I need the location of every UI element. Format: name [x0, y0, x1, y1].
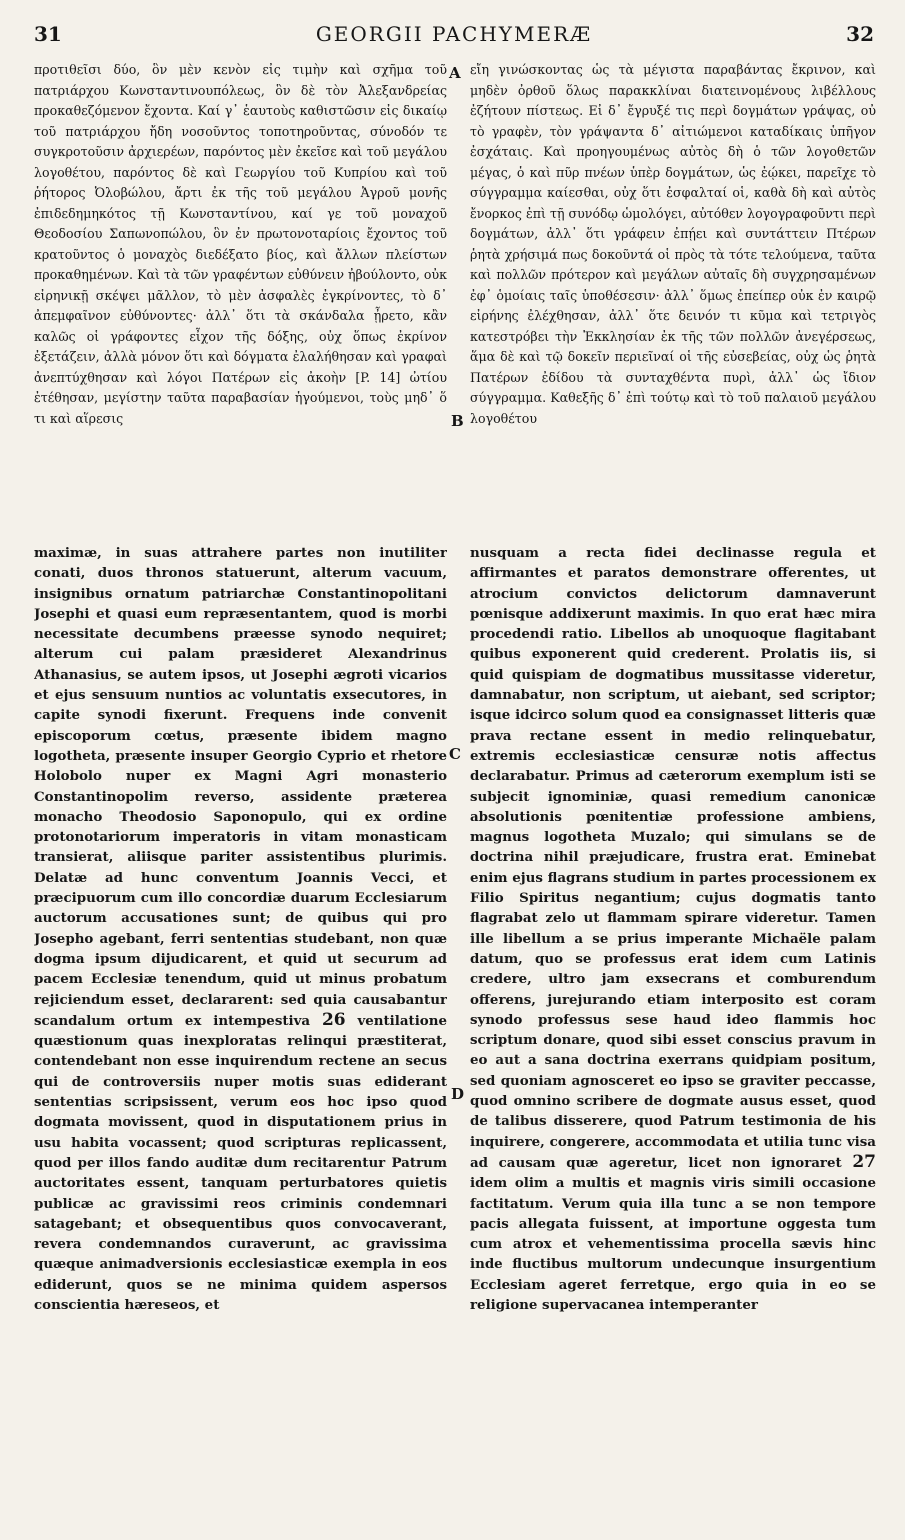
- latin-text-left-part-a: maximæ, in suas attrahere partes non inutiliter conati, duos thronos statuerunt, alterum vacuum, insignibus ornatum patriarchæ Constantinopolitani Josephi et quasi eum repræsentantem, quod is morbi necessitate decumbens præesse synodo nequiret; alterum cui palam præsideret Alexandrinus Athanasius, se autem ipsos, ut Josephi ægroti vicarios et ejus sensuum nuntios ac voluntatis exsecutores, in capite synodi fixerunt. Frequens inde convenit episcoporum cœtus, præsente ibidem magno logotheta, præsente insuper Georgio Cyprio et rhetore Holobolo nuper ex Magni Agri monasterio Constantinopolim reverso, assidente præterea monacho Theodosio Saponopulo, qui ex ordine protonotariorum imperatoris in vitam monasticam transierat, aliisque pariter assistentibus plurimis. Delatæ ad hunc conventum Joannis Vecci, et præcipuorum cum illo concordiæ duarum Ecclesiarum auctorum accusationes sunt; de quibus qui pro Josepho agebant, ferri sententias studebant, non quæ dogma ipsum dijudicarent, et quid ut securum ad pacem Ecclesiæ tenendum, quid ut minus probatum rejiciendum esset, declararent: sed quia causabantur scandalum ortum ex intempestiva: [34, 545, 447, 1029]
- margin-letter-c: C: [449, 745, 461, 763]
- page-number-right: 32: [846, 22, 874, 46]
- latin-text-left-part-b: ventilatione quæstionum quas inexploratas relinqui præstiterat, contendebant non esse inquirendum rectene an secus qui de controversiis nuper motis suas ediderant sententias scripsissent, verum eos hoc ipso quod dogmata movissent, quod in disputationem prius in usu habita vocassent; quod scripturas replicassent, quod per illos fando auditæ dum recitarentur Patrum auctoritates essent, tanquam perturbatores quietis publicæ ac gravissimi reos criminis condemnari satagebant; et obsequentibus quos convocaverant, revera condemnandos curaverunt, ac gravissima quæque animadversionis ecclesiasticæ exempla in eos ediderunt, quos se ne minima quidem aspersos conscientia hæreseos, et: [34, 1012, 447, 1313]
- page-title: GEORGII PACHYMERÆ: [315, 22, 593, 46]
- greek-column-right: [470, 60, 876, 530]
- latin-text-right-part-a: nusquam a recta fidei declinasse regula et affirmantes et paratos demonstrare offerentes, ut atrocium convictos delictorum damnaverunt pœnisque addixerunt maximis. In quo erat hæc mira procedendi ratio. Libellos ab unoquoque flagitabant quibus exponerent quid crederent. Prolatis iis, si quid quispiam de dogmatibus mussitasse videretur, damnabatur, non scriptum, ut aiebant, sed scriptor; isque idcirco solum quod ea consignasset litteris quæ prava rectane essent in medio relinquebatur, extremis ecclesiasticæ censuræ notis affectus declarabatur. Primus ad cæterorum exemplum isti se subjecit ignominiæ, quasi remedium canonicæ absolutionis pœnitentiæ professione ambiens, magnus logotheta Muzalo; qui simulans se de doctrina nihil præjudicare, frustra erat. Eminebat enim ejus flagrans studium in partes processionem ex Filio Spiritus negantium; cujus dogmatis tanto flagrabat zelo ut flammam spirare videretur. Tamen ille libellum a se prius imperante Michaële palam datum, quo se professus erat idem cum Latinis credere, ultro jam exsecrans et comburendum offerens, jurejurando etiam interposito est coram synodo professus sese haud ideo flammis hoc scriptum donare, quod sibi esset conscius pravum in eo aut a sana doctrina exerrans quidpiam positum, sed quoniam agnosceret eo ipso se graviter peccasse, quod omnino scribere de dogmate ausus esset, quod de talibus disserere, quod Patrum testimonia de his inquirere, congerere, accommodata et utilia tunc visa ad causam quæ ageretur, licet non ignoraret: [470, 545, 876, 1171]
- page-marker-27: 27: [852, 1151, 876, 1172]
- latin-text-right-part-b: idem olim a multis et magnis viris simili occasione factitatum. Verum quia illa tunc a se non tempore pacis allegata fuissent, at importune oggesta tum cum atrox et vehementissima procella sævis hinc inde fluctibus multorum undecunque insurgentium Ecclesiam ageret ferretque, ergo quia in eo se religione supervacanea intemperanter: [470, 1175, 876, 1313]
- latin-text-left: [34, 543, 447, 1315]
- latin-text-right: [470, 543, 876, 1315]
- running-header: [34, 18, 874, 52]
- latin-column-right: [470, 543, 876, 1533]
- greek-text-right: εἴη γινώσκοντας ὡς τὰ μέγιστα παραβάντας ἔκρινον, καὶ μηδὲν ὀρθοῦ ὅλως παρακκλίναι διατεινομένους λιβέλλους ἐζήτουν πίστεως. Εἰ δ᾽ ἔγρυξέ τις περὶ δογμάτων γράψας, οὐ τὸ γραφὲν, τὸν γράψαντα δ᾽ αἰτιώμενοι καταδίκαις ὑπῆγον ἐσχάταις. Καὶ προηγουμένως αὐτὸς δὴ ὁ τῶν λογοθετῶν μέγας, ὁ καὶ πῦρ πνέων ὑπὲρ δογμάτων, ὡς ἐῴκει, παρεῖχε τὸ σύγγραμμα καίεσθαι, οὐχ ὅτι ἐσφαλταί οἱ, καθὰ δὴ καὶ αὐτὸς ἔνορκος ἐπὶ τῇ συνόδῳ ὡμολόγει, αὐτόθεν λογογραφοῦντι περὶ δογμάτων, ἀλλ᾽ ὅτι γράφειν ἐπῄει καὶ συντάττειν Πτέρων ῥητὰ χρήσιμά πως δοκοῦντά οἱ πρὸς τὰ τότε τελούμενα, ταῦτα καὶ πολλῶν πρότερον καὶ μεγάλων αὐταῖς δὴ συγχρησαμένων ἐφ᾽ ὁμοίαις ταῖς ὑποθέσεσιν· ἀλλ᾽ ὅμως ἐπείπερ οὐκ ἐν καιρῷ εἰρήνης ἐλέχθησαν, ἀλλ᾽ ὅτε δεινόν τι κῦμα καὶ τετριγὸς κατεστρόβει τὴν Ἐκκλησίαν ἐκ τῆς τῶν πολλῶν ἀνεγέρσεως, ἅμα δὲ καὶ τῷ δοκεῖν περιεῖναί οἱ τῆς εὐσεβείας, οὐχ ὡς ῥητὰ Πατέρων ἐδίδου τὰ συνταχθέντα πυρὶ, ἀλλ᾽ ὡς ἴδιον σύγγραμμα. Καθεξῆς δ᾽ ἐπὶ τούτῳ καὶ τὸ τοῦ παλαιοῦ μεγάλου λογοθέτου: [470, 62, 876, 426]
- page-number-left: 31: [34, 22, 62, 46]
- greek-text-left: προτιθεῖσι δύο, ὃν μὲν κενὸν εἰς τιμὴν καὶ σχῆμα τοῦ πατριάρχου Κωνσταντινουπόλεως, ὃν δὲ τὸν Ἀλεξανδρείας προκαθεζόμενον ἔχοντα. Καί γ᾽ ἑαυτοὺς καθιστῶσιν εἰς δικαίῳ τοῦ πατριάρχου ἤδη νοσοῦντος τοποτηροῦντας, σύνοδόν τε συγκροτοῦσιν ἀρχιερέων, παρόντος μὲν ἐκεῖσε καὶ τοῦ μεγάλου λογοθέτου, παρόντος δὲ καὶ Γεωργίου τοῦ Κυπρίου καὶ τοῦ ῥήτορος Ὀλοβώλου, ἄρτι ἐκ τῆς τοῦ μεγάλου Ἀγροῦ μονῆς ἐπιδεδημηκότος τῇ Κωνσταντίνου, καί γε τοῦ μοναχοῦ Θεοδοσίου Σαπωνοπώλου, ὃν ἐν πρωτονοταρίοις ἔχοντος τοῦ κρατοῦντος ὁ μοναχὸς διεδέξατο βίος, καὶ ἄλλων πλείστων προκαθημένων. Καὶ τὰ τῶν γραφέντων εὐθύνειν ἠβούλοντο, οὐκ εἰρηνικῇ σκέψει μᾶλλον, τὸ μὲν ἀσφαλὲς ἐγκρίνοντες, τὸ δ᾽ ἀπεμφαῖνον εὐθύνοντες· ἀλλ᾽ ὅτι τὰ σκάνδαλα ᾖρετο, κἂν καλῶς οἱ γράφοντες εἶχον τῆς δόξης, οὐχ ὅπως ἐκρίνον ἐξετάζειν, ἀλλὰ μόνον ὅτι καὶ δόγματα ἐλαλήθησαν καὶ γραφαὶ ἀνεπτύχθησαν καὶ λόγοι Πατέρων εἰς ἀκοὴν [P. 14] ὠτίου ἐτέθησαν, μεγίστην ταῦτα παραβασίαν ἡγούμενοι, τοὺς μηδ᾽ ὅ τι καὶ αἵρεσις: [34, 62, 447, 426]
- page-marker-26: 26: [321, 1009, 346, 1030]
- greek-column-left: [34, 60, 447, 530]
- margin-letter-a: A: [449, 64, 461, 82]
- margin-letter-d: D: [451, 1085, 465, 1103]
- latin-column-left: [34, 543, 447, 1533]
- margin-letter-b: B: [451, 412, 464, 430]
